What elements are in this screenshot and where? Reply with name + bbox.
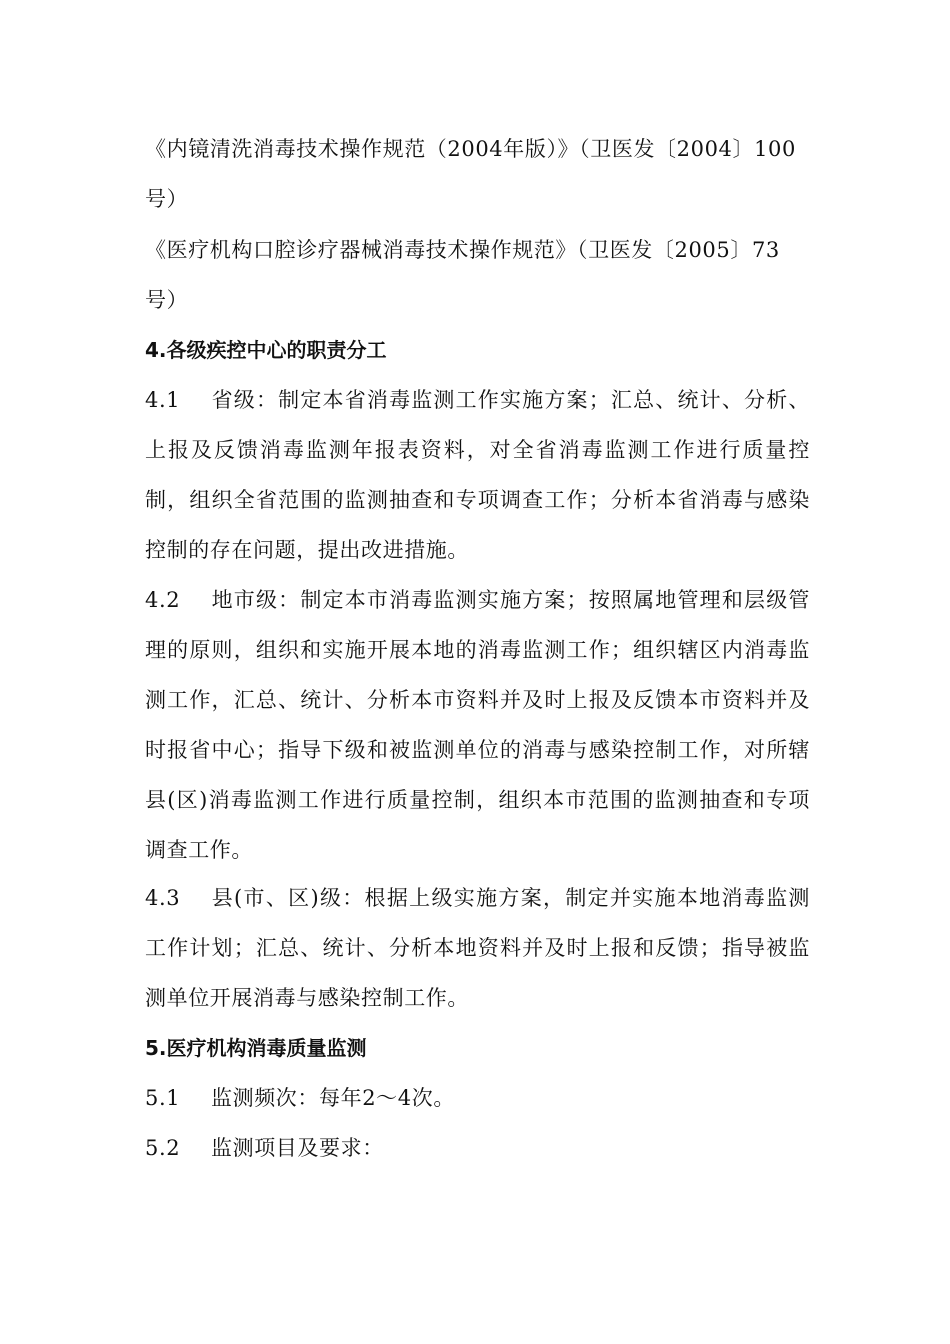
section-4-heading: 4.各级疾控中心的职责分工 bbox=[145, 338, 387, 362]
section-number: 5.2 bbox=[145, 1136, 181, 1160]
reference-dental-standard: 《医疗机构口腔诊疗器械消毒技术操作规范》（卫医发〔2005〕73号） bbox=[145, 238, 780, 312]
paragraph-text: 县(市、区)级：根据上级实施方案，制定并实施本地消毒监测工作计划；汇总、统计、分析本地资料并及时上报和反馈；指导被监测单位开展消毒与感染控制工作。 bbox=[145, 886, 810, 1010]
paragraph-text: 监测项目及要求： bbox=[211, 1136, 384, 1160]
paragraph-text: 监测频次：每年2～4次。 bbox=[211, 1086, 455, 1110]
section-4-1-paragraph bbox=[145, 375, 810, 575]
section-5-2-paragraph bbox=[145, 1123, 810, 1173]
section-4-3-paragraph bbox=[145, 873, 810, 1023]
section-number: 4.2 bbox=[145, 588, 181, 612]
paragraph-text: 地市级：制定本市消毒监测实施方案；按照属地管理和层级管理的原则，组织和实施开展本地的消毒监测工作；组织辖区内消毒监测工作，汇总、统计、分析本市资料并及时上报及反馈本市资料并及时报省中心；指导下级和被监测单位的消毒与感染控制工作，对所辖县(区)消毒监测工作进行质量控制，组织本市范围的监测抽查和专项调查工作。 bbox=[145, 588, 810, 862]
section-number: 4.1 bbox=[145, 388, 181, 412]
paragraph-text: 省级：制定本省消毒监测工作实施方案；汇总、统计、分析、上报及反馈消毒监测年报表资料，对全省消毒监测工作进行质量控制，组织全省范围的监测抽查和专项调查工作；分析本省消毒与感染控制的存在问题，提出改进措施。 bbox=[145, 388, 810, 562]
section-number: 4.3 bbox=[145, 886, 181, 910]
section-5-heading: 5.医疗机构消毒质量监测 bbox=[145, 1036, 367, 1060]
reference-endoscope-standard: 《内镜清洗消毒技术操作规范（2004年版）》（卫医发〔2004〕100号） bbox=[145, 137, 796, 211]
section-5-1-paragraph bbox=[145, 1073, 810, 1123]
section-4-2-paragraph bbox=[145, 575, 810, 875]
section-number: 5.1 bbox=[145, 1086, 181, 1110]
